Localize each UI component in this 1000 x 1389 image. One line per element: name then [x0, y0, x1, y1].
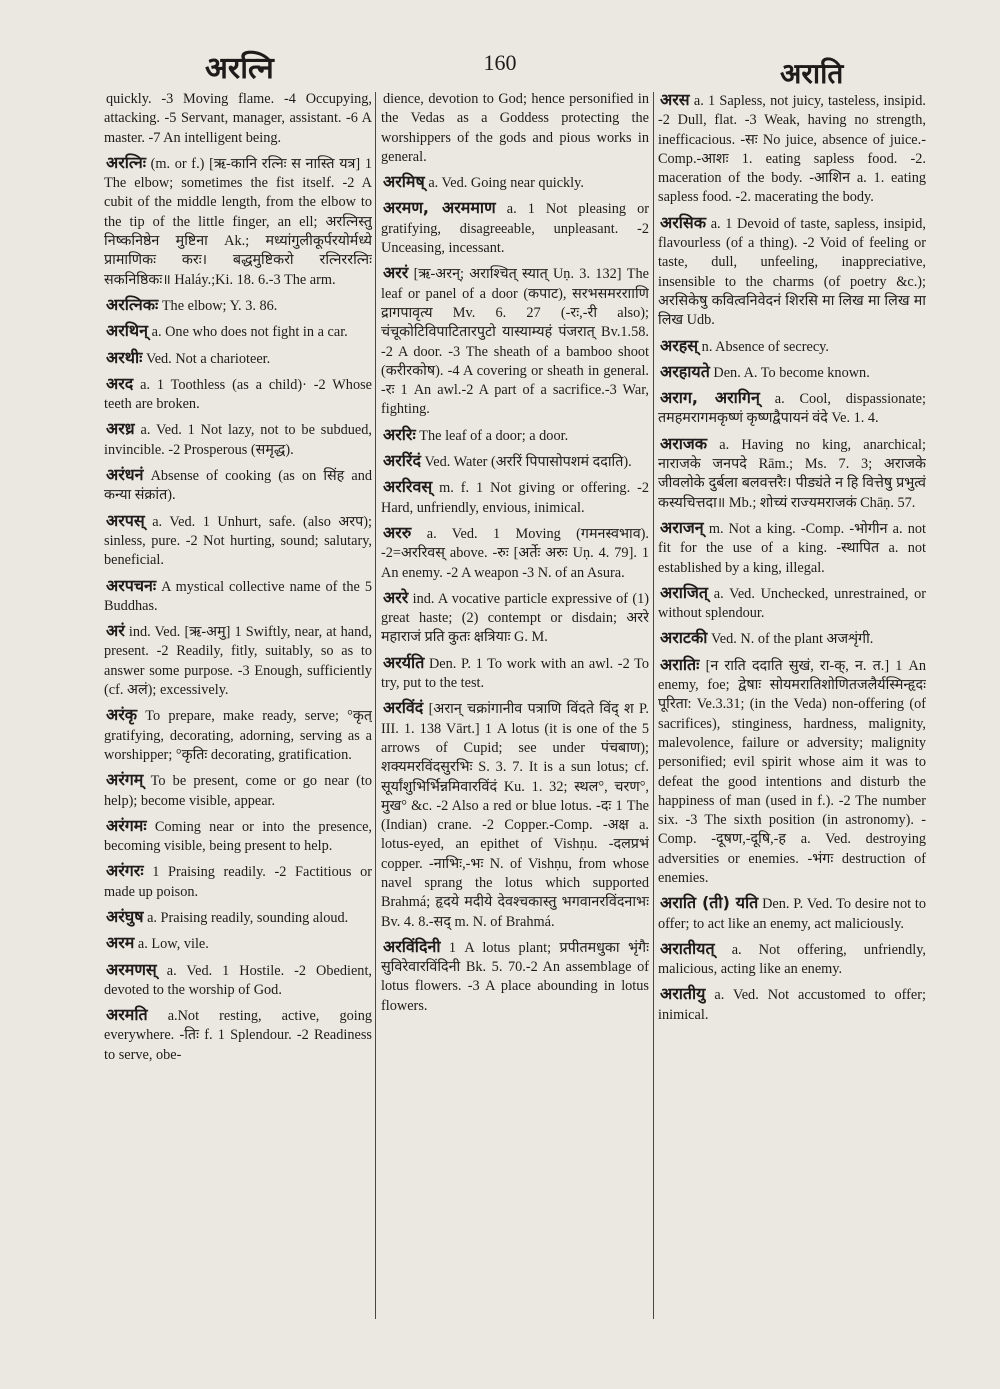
entry-definition: m. f. 1 Not giving or offering. -2 Hard, unfriendly, envious, inimical. — [381, 480, 649, 516]
entry-definition: a. Ved. 1 Unhurt, safe. (also अरप); sinless, pure. -2 Not hurting, sound; salutary, beneficial. — [104, 513, 372, 569]
entry-headword: अरातीयु — [660, 984, 706, 1004]
entry-headword: अरंगम् — [106, 770, 144, 790]
entry-definition: Absense of cooking (as on सिंह and कन्या संक्रांत). — [104, 468, 372, 504]
dictionary-entry — [381, 523, 649, 583]
dictionary-entry — [381, 451, 649, 472]
entry-definition: Den. P. 1 To work with an awl. -2 To try, put to the test. — [381, 655, 649, 692]
entry-definition: (m. or f.) [ऋ-कानि रत्निः स नास्ति यत्र] 1 The elbow; sometimes the fist itself. -2 A cubit of the middle length, from the elbow to the tip of the little finger, an ell; अरत्निस्तु निष्कनिष्ठेन मुष्टिना Ak.; मध्यांगुलीकूर्परयोर्मध्ये प्रामाणिकः करः। बद्धमुष्टिकरो रत्निररत्निः सकनिष्ठिकः॥ Haláy.;Ki. 18. 6.-3 The arm. — [104, 155, 372, 288]
column-2 — [381, 90, 649, 1329]
dictionary-entry — [658, 518, 926, 578]
dictionary-entry — [104, 861, 372, 902]
entry-headword: अरत्निकः — [106, 294, 159, 314]
dictionary-entry — [658, 655, 926, 889]
entry-definition: a. Ved. Going near quickly. — [428, 175, 584, 192]
dictionary-entry — [104, 374, 372, 415]
entry-headword: अरहस् — [660, 335, 699, 355]
entry-headword: अरध्र — [106, 419, 135, 439]
entry-headword: अरम — [106, 933, 135, 953]
entry-headword: अराग, अरागिन् — [660, 388, 760, 408]
entry-definition: To be present, come or go near (to help); become visible, appear. — [104, 773, 372, 809]
page-number: 160 — [483, 50, 517, 75]
dictionary-entry — [381, 425, 649, 446]
column-divider — [653, 92, 654, 1319]
dictionary-entry — [381, 477, 649, 518]
entry-headword: अररिंदं — [383, 451, 421, 471]
entry-headword: अरस — [660, 90, 690, 109]
entry-headword: अरंधनं — [106, 465, 144, 485]
dictionary-entry — [104, 1005, 372, 1065]
entry-headword: अरपचनः — [106, 575, 157, 595]
entry-headword: अररिवस् — [383, 477, 433, 497]
entry-headword: अराति (ती) यति — [660, 893, 759, 913]
dictionary-entry — [104, 816, 372, 857]
entry-definition: a. One who does not fight in a car. — [151, 324, 348, 341]
entry-headword: अरमण, अरममाण — [383, 198, 496, 218]
entry-definition: Coming near or into the presence, becoming visible, being present to help. — [104, 818, 372, 855]
entry-headword: अराजन् — [660, 517, 704, 537]
column-1 — [104, 90, 372, 1329]
dictionary-entry — [104, 321, 372, 342]
dictionary-entry — [658, 336, 926, 357]
entry-headword: अररं — [383, 263, 409, 283]
entry-headword: अरातीयत् — [660, 938, 715, 958]
entry-headword: अराजित् — [660, 582, 709, 602]
column-divider — [375, 92, 376, 1319]
guide-word-left: अरत्नि — [205, 51, 274, 86]
dictionary-entry — [381, 937, 649, 1016]
entry-definition: a. Ved. 1 Hostile. -2 Obedient, devoted to the worship of God. — [104, 962, 372, 998]
entry-headword: अररिः — [383, 424, 416, 444]
entry-headword: अरविंदं — [383, 698, 424, 718]
entry-definition: m. Not a king. -Comp. -भोगीन a. not fit for the use of a king. -स्थापित a. not established by a king, illegal. — [658, 520, 926, 576]
entry-definition: a. 1 Not pleasing or gratifying, disagreeable, unpleasant. -2 Unceasing, incessant. — [381, 201, 649, 257]
dictionary-entry — [104, 90, 372, 148]
entry-headword: अराटकी — [660, 628, 708, 648]
entry-headword: अरपस् — [106, 510, 145, 530]
dictionary-entry — [381, 172, 649, 193]
dictionary-entry — [658, 388, 926, 429]
column-3 — [658, 90, 926, 1329]
page-header — [0, 40, 1000, 90]
entry-headword: अरर्यति — [383, 652, 425, 672]
entry-definition: a. 1 Devoid of taste, sapless, insipid, flavourless (of a thing). -2 Void of feeling or taste, dull, unfeeling, inappreciative, insensible to the charms (of poetry &c.); अरसिकेषु कवित्वनिवेदनं शिरसि मा लिख मा लिख मा लिख Udb. — [658, 215, 926, 329]
dictionary-entry — [104, 576, 372, 617]
dictionary-entry — [104, 511, 372, 571]
entry-headword: अरमणस् — [106, 959, 157, 979]
dictionary-entry — [104, 907, 372, 928]
dictionary-entry — [104, 960, 372, 1001]
dictionary-entry — [658, 939, 926, 980]
dictionary-entry — [104, 465, 372, 506]
entry-definition: Den. A. To become known. — [713, 364, 870, 381]
entry-definition: The elbow; Y. 3. 86. — [161, 297, 278, 314]
entry-definition: a. 1 Sapless, not juicy, tasteless, insipid. -2 Dull, flat. -3 Weak, having no strength, inefficacious. -सः No juice, absence of juice.-Comp.-आशः 1. eating sapless food. -2. maceration of the body. -आशिन a. 1. eating sapless food. -2. macerating the body. — [658, 93, 926, 206]
entry-definition: a. Praising readily, sounding aloud. — [147, 909, 349, 926]
dictionary-entry — [658, 583, 926, 624]
dictionary-entry — [658, 90, 926, 208]
entry-definition: 1 Praising readily. -2 Factitious or made up poison. — [104, 864, 372, 900]
dictionary-entry — [381, 698, 649, 932]
dictionary-entry — [104, 348, 372, 369]
entry-definition: To prepare, make ready, serve; °कृत् gratifying, decorating, adorning, serving as a worshipper; °कृतिः decorating, gratification. — [104, 708, 372, 763]
entry-definition: [न राति ददाति सुखं, रा-क्, न. त.] 1 An enemy, foe; द्वेषाः सोयमरातिशोणितजलैर्यस्मिन्हृदः पूरिता: Ve.3.31; (in the Veda) non-offering (of sacrifices), stinginess, hardness, malignity, malevolence, failure or adversity; malignity personified; evil spirit whose aim it was to defeat the good intentions and disturb the happiness of man (used in f.). -2 The number six. -3 The sixth position (in astronomy). -Comp. -दूषण,-दूषि,-ह a. Ved. destroying adversities or enemies. -भंगः destruction of enemies. — [658, 657, 926, 886]
entry-definition: The leaf of a door; a door. — [419, 427, 569, 444]
entry-headword: अरथिन् — [106, 321, 149, 341]
dictionary-entry — [658, 893, 926, 934]
entry-definition: a. Low, vile. — [137, 936, 209, 953]
entry-definition: a. Not offering, unfriendly, malicious, acting like an enemy. — [658, 941, 926, 978]
entry-headword: अरं — [106, 621, 125, 641]
entry-definition: a. Ved. Unchecked, unrestrained, or without splendour. — [658, 585, 926, 622]
entry-definition: Den. P. Ved. To desire not to offer; to act like an enemy, act maliciously. — [658, 896, 926, 932]
entry-definition: a. 1 Toothless (as a child)· -2 Whose teeth are broken. — [104, 376, 372, 413]
entry-definition: a. Ved. Not accustomed to offer; inimical. — [658, 987, 926, 1023]
dictionary-entry — [658, 213, 926, 331]
entry-definition: 1 A lotus plant; प्रपीतमधुका भृंगैः सुविरेवारविंदिनी Bk. 5. 70.-2 An assemblage of lotus flowers. -3 A place abounding in lotus flowers. — [381, 939, 649, 1014]
entry-definition: dience, devotion to God; hence personified in the Vedas as a Goddess protecting the worshippers of the gods and pious works in general. — [381, 91, 649, 165]
entry-headword: अरसिक — [660, 212, 707, 232]
entry-headword: अरातिः — [660, 654, 700, 674]
entry-headword: अररे — [383, 587, 409, 607]
dictionary-entry — [104, 295, 372, 316]
entry-headword: अरत्निः — [106, 152, 146, 172]
entry-definition: a. Ved. 1 Moving (गमनस्वभाव). -2=अररिवस् above. -रुः [अर्तेः अरुः Uṇ. 4. 79]. 1 An enemy. -2 A weapon -3 N. of an Asura. — [381, 525, 649, 581]
dictionary-entry — [658, 628, 926, 649]
dictionary-entry — [658, 434, 926, 513]
entry-headword: अरंकृ — [106, 705, 138, 725]
entry-headword: अरमति — [106, 1005, 148, 1025]
dictionary-entry — [104, 153, 372, 290]
entry-definition: A mystical collective name of the 5 Buddhas. — [104, 578, 372, 614]
entry-definition: [ऋ-अरन्; अराश्चित् स्यात् Uṇ. 3. 132] The leaf or panel of a door (कपाट), सरभसमररााणि द्रागपावृत्य Mv. 6. 27 (-रः,-री also); चंचूकोटिविपाटितारपुटो यास्याम्यहं पंजरात् Bv.1.58. -2 A door. -3 The sheath of a bamboo shoot (करीरकोष). -4 A covering or sheath in general. -रः 1 An awl.-2 A part of a sacrifice.-3 War, fighting. — [381, 266, 649, 418]
entry-definition: Ved. Water (अररिं पिपासोपशमं ददाति). — [424, 454, 632, 471]
dictionary-entry — [104, 419, 372, 460]
dictionary-entry — [658, 984, 926, 1025]
entry-definition: a.Not resting, active, going everywhere. -तिः f. 1 Splendour. -2 Readiness to serve, obe- — [104, 1008, 372, 1063]
entry-headword: अरंगरः — [106, 861, 144, 881]
entry-definition: quickly. -3 Moving flame. -4 Occupying, attacking. -5 Servant, manager, assistant. -6 A master. -7 An intelligent being. — [104, 91, 372, 146]
dictionary-entry — [381, 588, 649, 648]
entry-headword: अरंघुष — [106, 906, 144, 926]
dictionary-entry — [381, 90, 649, 167]
dictionary-entry — [104, 933, 372, 954]
entry-headword: अराजक — [660, 433, 708, 453]
entry-definition: ind. A vocative particle expressive of (1) great haste; (2) contempt or disdain; अररे महाराजं प्रति कुतः क्षत्रियाः G. M. — [381, 590, 649, 646]
guide-word-right: अराति — [780, 57, 844, 90]
dictionary-entry — [381, 653, 649, 694]
dictionary-entry — [381, 263, 649, 419]
dictionary-entry — [104, 770, 372, 811]
entry-definition: a. Having no king, anarchical; नाराजके जनपदे Rām.; Ms. 7. 3; अराजके जीवलोके दुर्बला बलवत्तरैः। पीड्यंते न हि वित्तेषु प्रभुत्वं कस्यचित्तदा॥ Mb.; शोच्यं राज्यमराजकं Chāṇ. 57. — [658, 436, 926, 511]
entry-headword: अरंगमः — [106, 815, 147, 835]
entry-definition: Ved. Not a charioteer. — [145, 350, 271, 367]
entry-headword: अरहायते — [660, 361, 710, 381]
entry-definition: ind. Ved. [ऋ-अमु] 1 Swiftly, near, at hand, present. -2 Readily, fitly, suitably, so as to answer some purpose. -3 Enough, sufficiently (cf. अलं); excessively. — [104, 624, 372, 699]
entry-definition: Ved. N. of the plant अजशृंगी. — [711, 631, 874, 648]
entry-headword: अरमिष् — [383, 172, 425, 192]
dictionary-entry — [104, 621, 372, 700]
entry-definition: a. Ved. 1 Not lazy, not to be subdued, invincible. -2 Prosperous (समृद्ध). — [104, 422, 372, 458]
entry-headword: अरविंदिनी — [383, 936, 441, 956]
entry-definition: a. Cool, dispassionate; तमहमरागमकृष्णं कृष्णद्वैपायनं वंदे Ve. 1. 4. — [658, 391, 926, 427]
entry-definition: n. Absence of secrecy. — [701, 338, 829, 355]
dictionary-entry — [658, 362, 926, 383]
entry-headword: अररु — [383, 522, 412, 542]
dictionary-entry — [381, 198, 649, 258]
entry-headword: अरथीः — [106, 347, 143, 367]
entry-definition: [अरान् चक्रांगानीव पत्राणि विंदते विंद् श P. III. 1. 138 Vārt.] 1 A lotus (it is one of the 5 arrows of Cupid; see under पंचबाण); शक्यमरविंदसुरभिः S. 3. 7. It is a sun lotus; cf. सूर्यांशुभिर्भिन्नमिवारविंदं Ku. 1. 32; स्थल°, चरण°, मुख° &c. -2 Also a red or blue lotus. -दः 1 The (Indian) crane. -2 Copper.-Comp. -अक्ष a. lotus-eyed, an epithet of Vishṇu. -दलप्रभं copper. -नाभिः,-भः N. of Vishṇu, from whose navel sprang the lotus which supported Brahmá; हृदये मदीये देवश्चकास्तु भगवानरविंदनाभः Bv. 4. 8.-सद् m. N. of Brahmá. — [381, 701, 649, 930]
dictionary-entry — [104, 705, 372, 765]
entry-headword: अरद — [106, 373, 134, 393]
